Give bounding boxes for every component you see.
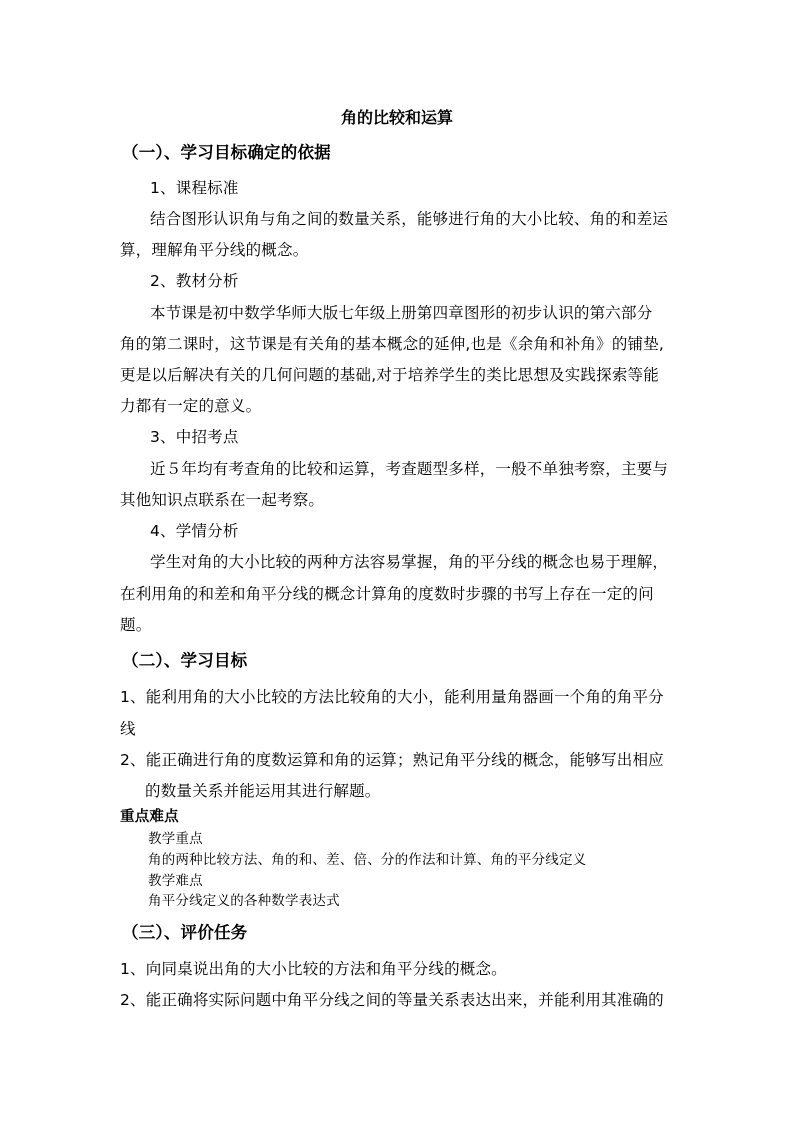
section1-sub1-line: 结合图形认识角与角之间的数量关系，能够进行角的大小比较、角的和差运: [150, 210, 669, 228]
key-point-label: 教学重点: [148, 831, 203, 847]
section1-sub2-line: 角的第二课时，这节课是有关角的基本概念的延伸,也是《余角和补角》的铺垫,: [120, 335, 665, 353]
section1-sub2-line: 本节课是初中数学华师大版七年级上册第四章图形的初步认识的第六部分: [150, 304, 653, 322]
section1-sub2-line: 力都有一定的意义。: [120, 397, 262, 415]
section1-sub4-heading: 4、学情分析: [150, 522, 239, 540]
section1-sub4-line: 在利用角的和差和角平分线的概念计算角的度数时步骤的书写上存在一定的问: [120, 585, 654, 603]
section1-sub3-heading: 3、中招考点: [150, 428, 239, 446]
goal2-line: 2、能正确进行角的度数运算和角的运算；熟记角平分线的概念，能够写出相应: [120, 751, 664, 769]
section1-sub2-line: 更是以后解决有关的几何问题的基础,对于培养学生的类比思想及实践探索等能: [120, 366, 659, 384]
key-point-text: 角的两种比较方法、角的和、差、倍、分的作法和计算、角的平分线定义: [148, 852, 587, 868]
goal1-line: 1、能利用角的大小比较的方法比较角的大小，能利用量角器画一个角的角平分: [120, 688, 664, 706]
section1-sub4-line: 题。: [120, 616, 152, 634]
section2-heading: （二）、学习目标: [122, 651, 248, 670]
section1-sub2-heading: 2、教材分析: [150, 272, 239, 290]
task-line: 2、能正确将实际问题中角平分线之间的等量关系表达出来，并能利用其准确的: [120, 991, 664, 1009]
difficulty-text: 角平分线定义的各种数学表达式: [148, 893, 340, 909]
section3-heading: （三）、评价任务: [122, 923, 248, 942]
key-difficulty-heading: 重点难点: [120, 809, 179, 825]
difficulty-label: 教学难点: [148, 873, 203, 889]
section1-sub1-line: 算，理解角平分线的概念。: [120, 241, 309, 259]
section1-sub1-heading: 1、课程标准: [150, 179, 239, 197]
goal1-line: 线: [120, 720, 136, 738]
section1-sub3-line: 近５年均有考查角的比较和运算，考查题型多样，一般不单独考察，主要与: [150, 460, 669, 478]
section1-sub3-line: 其他知识点联系在一起考察。: [120, 491, 325, 509]
document-title: 角的比较和运算: [340, 108, 453, 127]
section1-sub4-line: 学生对角的大小比较的两种方法容易掌握，角的平分线的概念也易于理解，: [150, 553, 669, 571]
section1-heading: （一）、学习目标确定的依据: [122, 143, 331, 162]
goal2-line: 的数量关系并能运用其进行解题。: [145, 782, 381, 800]
task-line: 1、向同桌说出角的大小比较的方法和角平分线的概念。: [120, 960, 507, 978]
